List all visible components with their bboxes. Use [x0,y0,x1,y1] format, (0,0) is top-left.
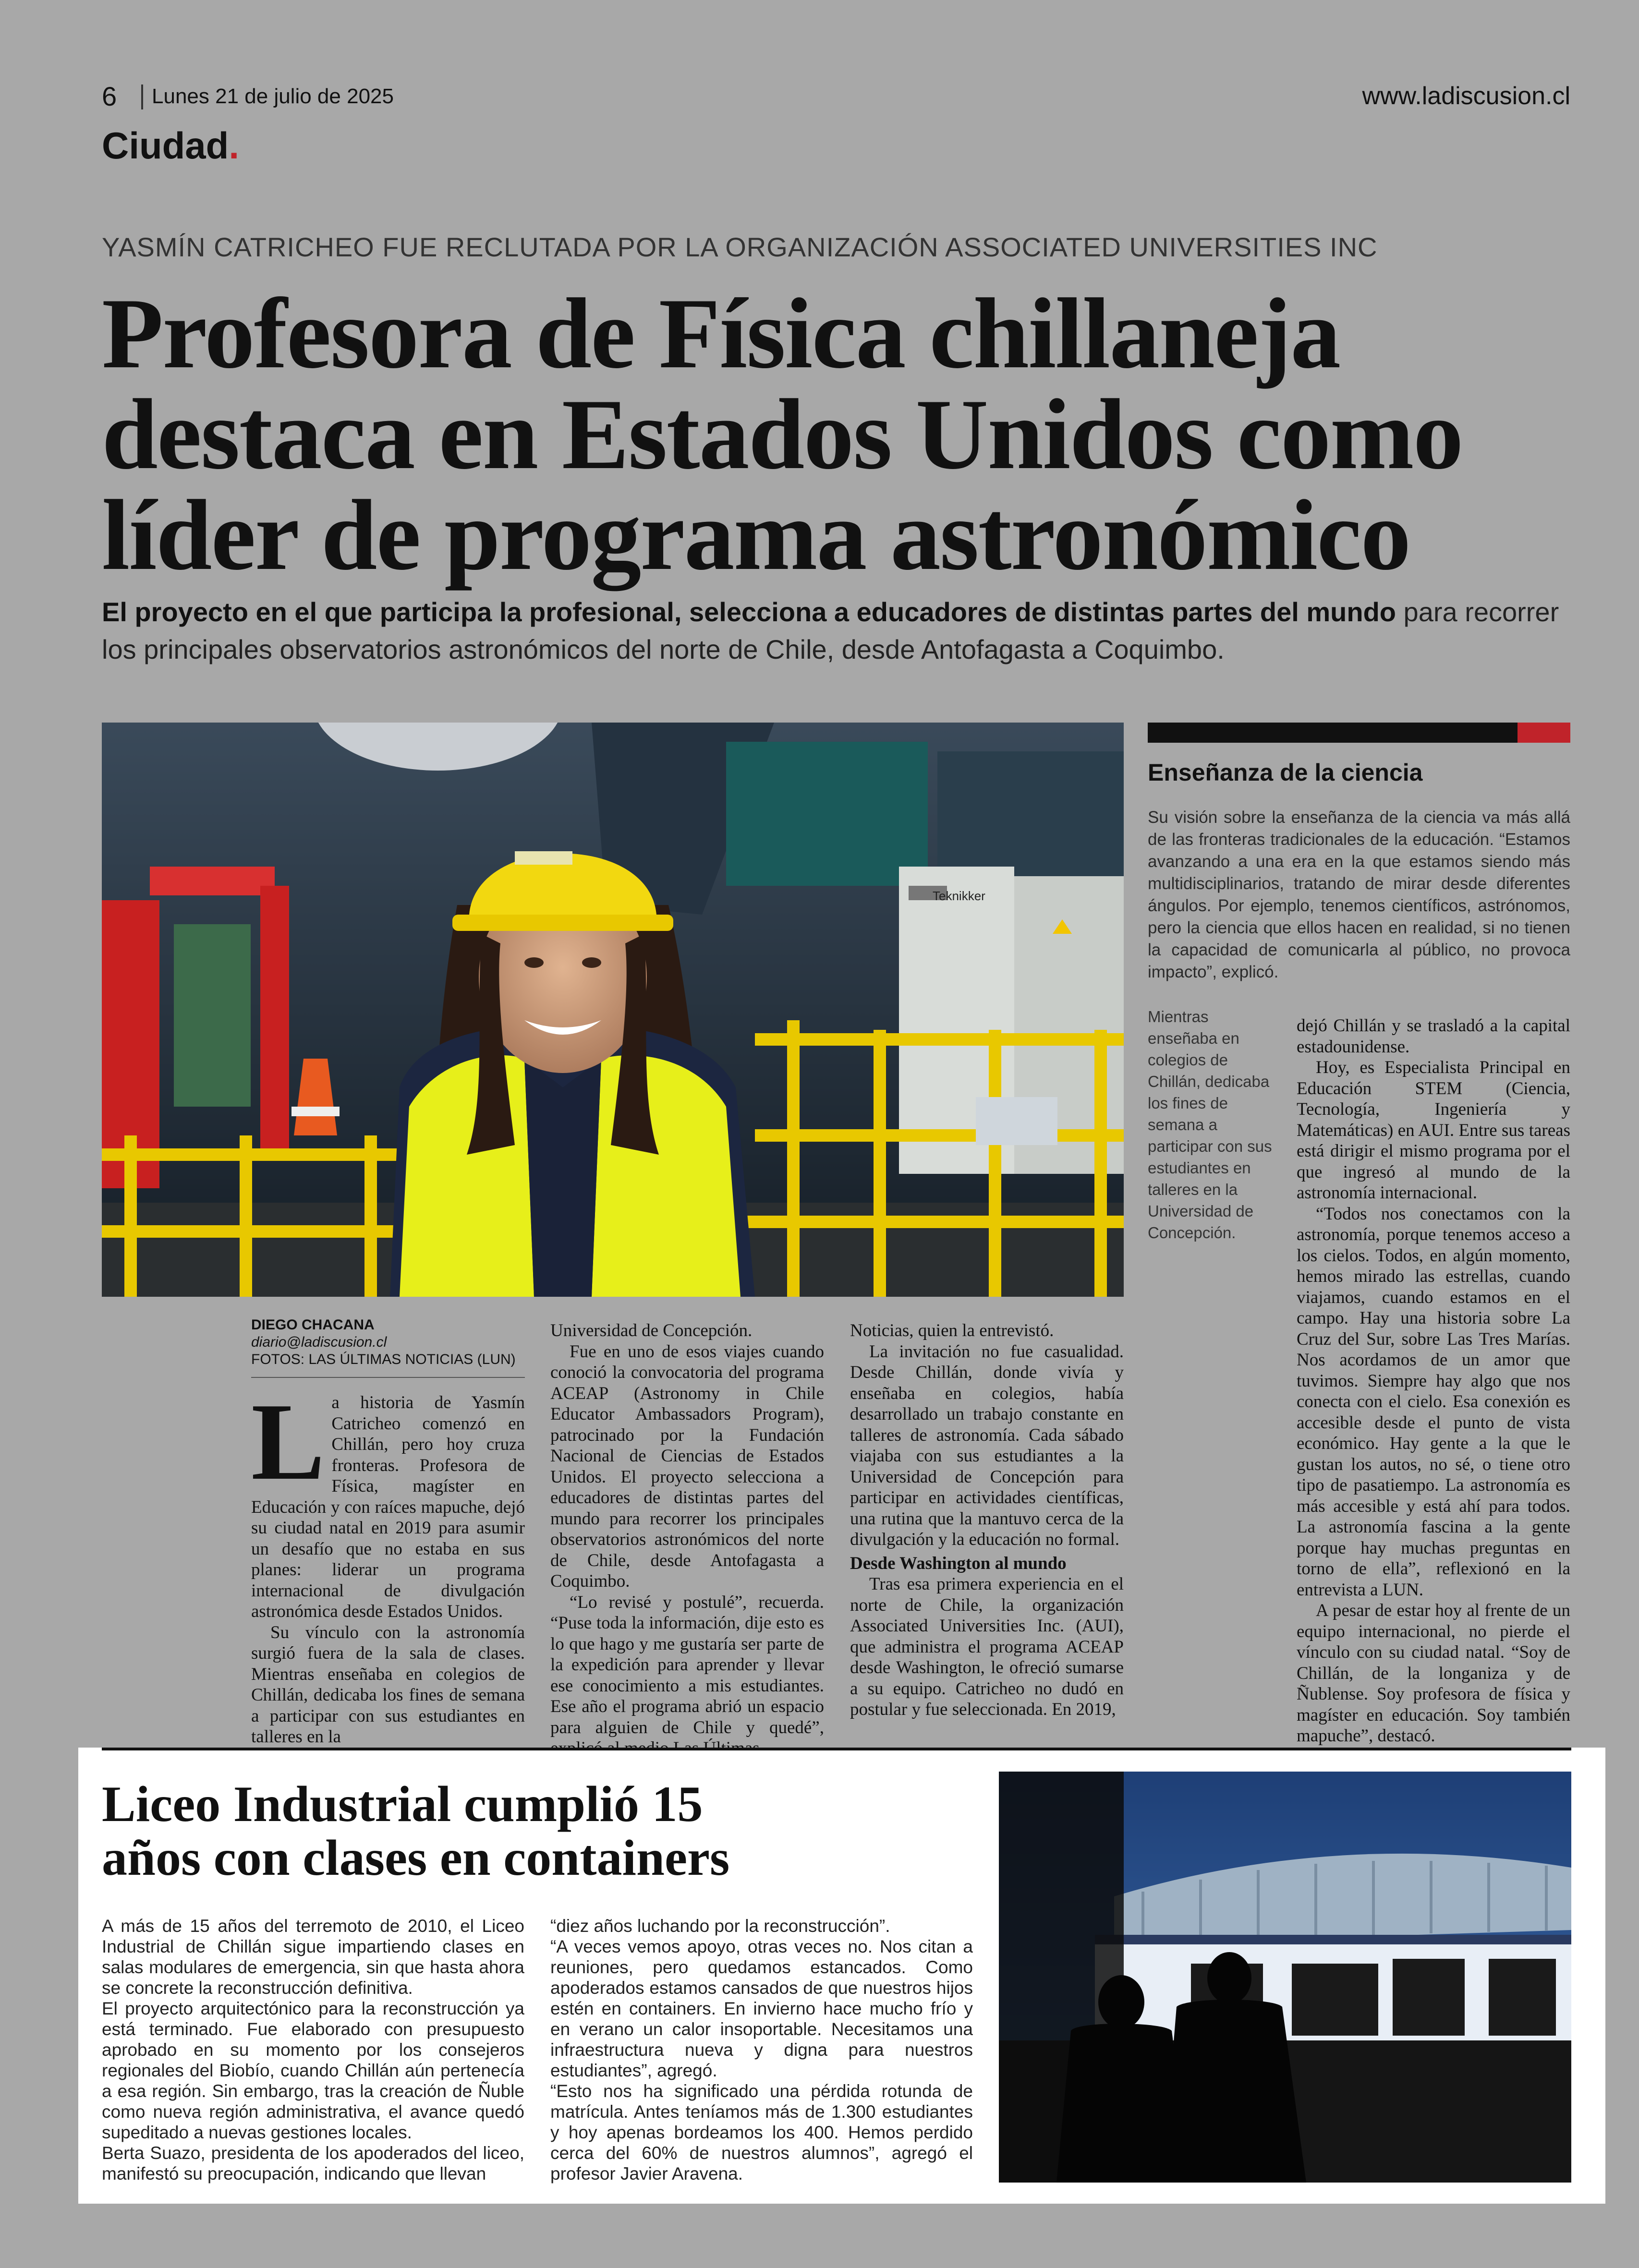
paragraph [251,1380,525,1622]
secondary-column-2 [550,1916,973,2184]
dropcap: L [251,1380,325,1503]
secondary-headline [102,1777,1014,1885]
article-column-1 [251,1380,525,1748]
section-label: Ciudad [102,124,229,167]
article-headline [102,278,1590,591]
paragraph: Universidad de Concepción. [550,1321,753,1340]
sidebar-bar-accent [1518,723,1570,743]
paragraph: dejó Chillán y se trasladó a la capital estadounidense. [1297,1016,1570,1057]
paragraph: “Esto nos ha significado una pérdida rotunda de matrícula. Antes teníamos más de 1.300 estudiantes y hoy apenas bordeamos los 400. Hemos perdido cerca del 60% de nuestros alumnos”, agregó el profesor Javier Aravena. [550,2081,973,2184]
article-column-2 [550,1320,824,1759]
paragraph: Berta Suazo, presidenta de los apoderados del liceo, manifestó su preocupación, indicando que llevan [102,2143,524,2184]
paragraph: El proyecto arquitectónico para la reconstrucción ya está terminado. Fue elaborado con presupuesto aprobado en su momento por los consejeros regionales del Biobío, cuando Chillán aún pertenecía a esa región. Sin embargo, tras la creación de Ñuble como nueva región administrativa, el avance quedó supeditado a nuevas gestiones locales. [102,1999,524,2142]
paragraph: La invitación no fue casualidad. Desde Chillán, donde vivía y enseñaba en colegios, había desarrollado un trabajo constante en talleres de astronomía. Cada sábado viajaba con sus estudiantes a la Universidad de Concepción para participar en actividades científicas, una rutina que la mantuvo cerca de la divulgación y la educación no formal. [850,1341,1124,1549]
paragraph-text: a historia de Yasmín Catricheo comenzó en Chillán, pero hoy cruza fronteras. Profesora de Física, magíster en Educación y con raíces mapuche, dejó su ciudad natal en 2019 para asumir un desafío que no estaba en sus planes: liderar un programa internacional de divulgación astronómica desde Estados Unidos. [251,1393,525,1621]
headline-line: Liceo Industrial cumplió 15 [102,1776,703,1832]
subhead: Desde Washington al mundo [850,1553,1067,1573]
article-kicker: YASMÍN CATRICHEO FUE RECLUTADA POR LA ORGANIZACIÓN ASSOCIATED UNIVERSITIES INC [102,232,1378,262]
sidebar-title: Enseñanza de la ciencia [1148,759,1423,786]
sidebar-bar [1148,723,1518,743]
paragraph: Su vínculo con la astronomía surgió fuera de la sala de clases. Mientras enseñaba en colegios de Chillán, dedicaba los fines de semana a participar con sus estudiantes en talleres en la [251,1622,525,1747]
headline-line: Profesora de Física chillaneja [102,278,1340,389]
photo-containers-illustration [999,1772,1571,2183]
site-url[interactable]: www.ladiscusion.cl [1362,82,1570,110]
paragraph: “Todos nos conectamos con la astronomía, porque tenemos acceso a los cielos. Todos, en algún momento, hemos mirado las estrellas, cuando viajamos, cuando estamos en el campo. Hay una historia sobre La Cruz del Sur, sobre Las Tres Marías. Nos acordamos de un amor que tuvimos. Siempre hay algo que nos conecta con el cielo. Esa conexión es accesible desde el punto de vista económico. Hay gente a la que le gustan los autos, no sé, o tiene otro tipo de pasatiempo. La astronomía es más accesible y está ahí para todos. La astronomía fascina a la gente porque hay muchas preguntas en torno de ella”, reflexionó en la entrevista a LUN. [1297,1204,1570,1600]
section-name [102,124,239,168]
headline-line: años con clases en containers [102,1830,730,1886]
byline-photos: FOTOS: LAS ÚLTIMAS NOTICIAS (LUN) [251,1351,516,1367]
deck-bold: El proyecto en el que participa la profesional, selecciona a educadores de distintas partes del mundo [102,597,1396,627]
page-date: Lunes 21 de julio de 2025 [152,84,394,108]
byline [251,1316,525,1368]
header-separator [141,84,143,109]
deck-text: para recorrer los principales observatorios astronómicos del norte de Chile, desde Antofagasta a Coquimbo. [102,597,1559,664]
paragraph: “Lo revisé y postulé”, recuerda. “Puse toda la información, dije esto es lo que hago y me gustaría ser parte de la expedición para aprender y llevar ese conocimiento a mis estudiantes. Ese año el programa abrió un espacio para alguien de Chile y quedé”, [550,1592,824,1737]
photo-sign-text: Teknikker [933,889,985,903]
photo-caption: Mientras enseñaba en colegios de Chillán, dedicaba los fines de semana a participar con sus estudiantes en talleres en la Universidad de Concepción. [1148,1008,1272,1242]
article-photo [102,723,1124,1297]
byline-divider [251,1377,525,1378]
byline-email[interactable]: diario@ladiscusion.cl [251,1334,387,1350]
article-deck [102,593,1566,668]
paragraph: Fue en uno de esos viajes cuando conoció la convocatoria del programa ACEAP (Astronomy in Chile Educator Ambassadors Program), patrocinado por la Fundación Nacional de Ciencias de Estados Unidos. El proyecto selecciona a educadores de distintas partes del mundo para recorrer los principales observatorios astronómicos del norte de Chile, desde Antofagasta a Coquimbo. [550,1341,824,1591]
sidebar-body: Su visión sobre la enseñanza de la ciencia va más allá de las fronteras tradicionales de la educación. “Estamos avanzando a una era en la que estamos siendo más multidisciplinarios, tratando de mirar desde diferentes ángulos. Por ejemplo, tenemos científicos, astrónomos, pero la ciencia que ellos hacen en realidad, si no tienen la capacidad de comunicarla al público, no provoca impacto”, explicó. [1148,808,1570,981]
paragraph: A más de 15 años del terremoto de 2010, el Liceo Industrial de Chillán sigue impartiendo clases en salas modulares de emergencia, sin que hasta ahora se concrete la reconstrucción definitiva. [102,1916,524,1998]
section-dot: . [229,124,239,167]
byline-author: DIEGO CHACANA [251,1317,375,1333]
paragraph: “diez años luchando por la reconstrucción”. [550,1916,890,1936]
photo-observatory-illustration [102,723,1124,1297]
page-number: 6 [102,81,117,111]
headline-line: líder de programa astronómico [102,480,1410,591]
secondary-column-1 [102,1916,524,2184]
article-column-4 [1297,1015,1570,1747]
paragraph: Tras esa primera experiencia en el norte de Chile, la organización Associated Universities Inc. (AUI), que administra el programa ACEAP desde Washington, le ofreció sumarse a su equipo. Catricheo no dudó en postular y fue seleccionada. En 2019, [850,1574,1124,1719]
secondary-story-rule [102,1748,1571,1750]
paragraph: A pesar de estar hoy al frente de un equipo internacional, no pierde el vínculo con su ciudad natal. “Soy de Chillán, de la longaniza y de Ñublense. Soy profesora de física y magíster en educación. Soy también mapuche”, destacó. [1297,1601,1570,1746]
paragraph: Noticias, quien la entrevistó. [850,1321,1054,1340]
secondary-photo [999,1772,1571,2183]
paragraph: Hoy, es Especialista Principal en Educación STEM (Ciencia, Tecnología, Ingeniería y Matemáticas) en AUI. Entre sus tareas está dirigir el mismo programa por el que ingresó al mundo de la astronomía internacional. [1297,1058,1570,1203]
headline-line: destaca en Estados Unidos como [102,379,1463,490]
paragraph: “A veces vemos apoyo, otras veces no. Nos citan a reuniones, pero quedamos estancados. Como apoderados estamos cansados de que nuestros hijos estén en containers. En invierno hace mucho frío y en verano un calor insoportable. Necesitamos una infraestructura nueva y digna para nuestros estudiantes”, agregó. [550,1937,973,2080]
article-column-3 [850,1320,1124,1720]
